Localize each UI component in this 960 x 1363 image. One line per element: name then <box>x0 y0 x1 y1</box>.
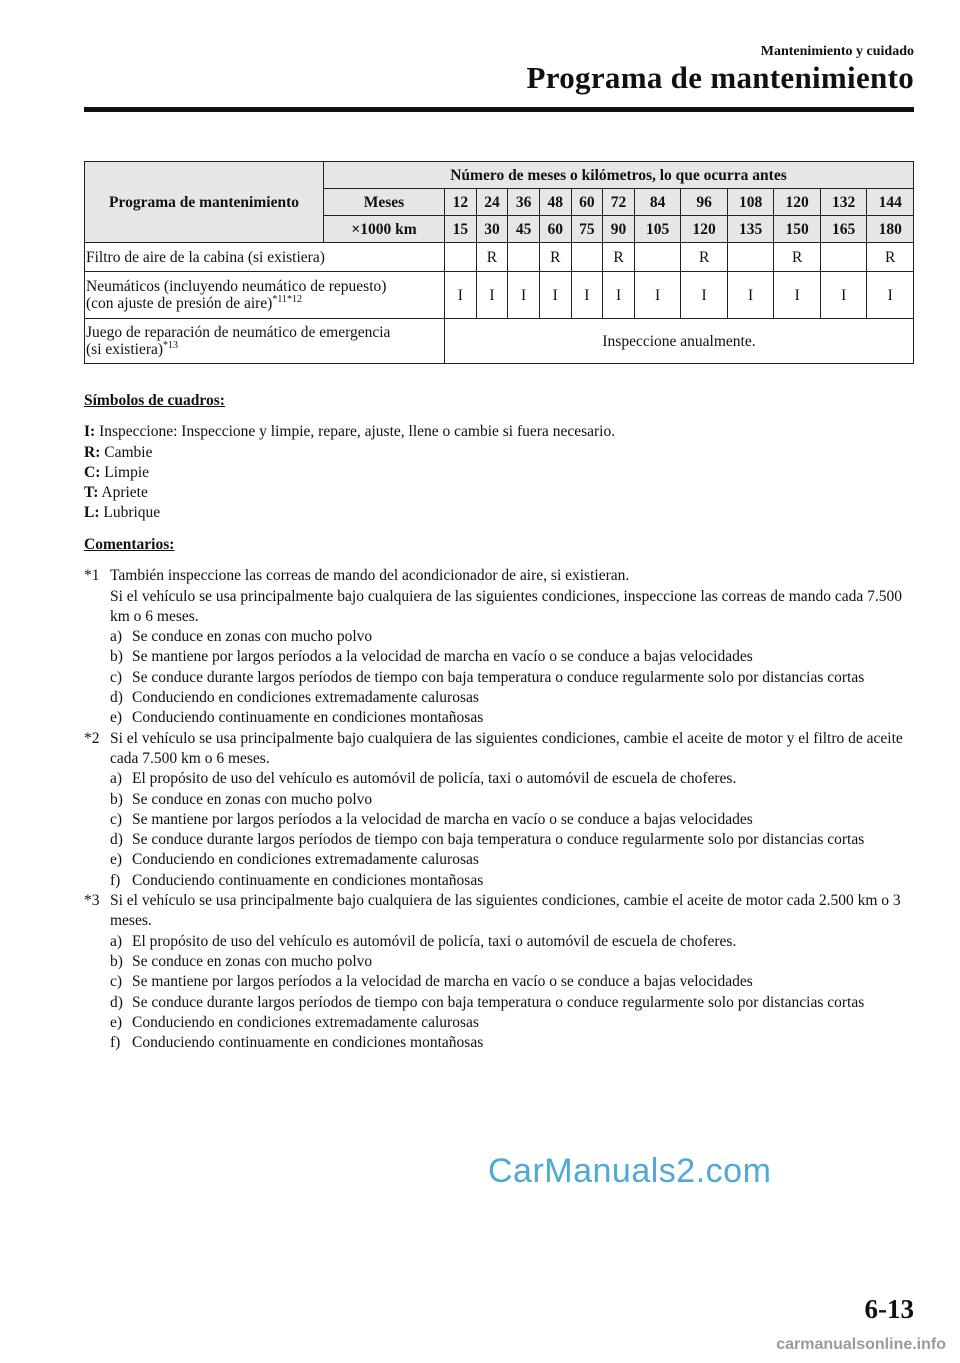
comment-note <box>84 891 924 1053</box>
legend-text: Lubrique <box>103 504 161 522</box>
table-corner-label: Programa de mantenimiento <box>85 162 324 243</box>
km-cell: 135 <box>727 216 774 243</box>
row-item-line: Neumáticos (incluyendo neumático de repuesto) <box>86 278 387 295</box>
schedule-cell: I <box>603 272 635 319</box>
table-row <box>85 319 914 364</box>
legend-text: Cambie <box>104 443 153 461</box>
month-cell: 60 <box>571 189 603 216</box>
schedule-cell: I <box>445 272 477 319</box>
legend-text: Limpie <box>104 463 150 481</box>
schedule-cell: I <box>727 272 774 319</box>
schedule-cell <box>820 243 867 272</box>
legend-key: T: <box>84 484 99 502</box>
months-label: Meses <box>324 189 445 216</box>
legend-text: Apriete <box>101 484 148 502</box>
schedule-cell <box>445 243 477 272</box>
month-cell: 24 <box>476 189 508 216</box>
comment-note <box>84 566 924 728</box>
month-cell: 36 <box>508 189 540 216</box>
schedule-cell: I <box>634 272 681 319</box>
row-item-label <box>85 272 445 319</box>
row-item-label: Filtro de aire de la cabina (si existiera) <box>85 243 445 272</box>
row-item-label <box>85 319 445 364</box>
row-item-line: Juego de reparación de neumático de emergencia <box>86 324 391 341</box>
legend-text: Inspeccione: Inspeccione y limpie, repare, ajuste, llene o cambie si fuera necesario. <box>99 423 616 441</box>
note-subitem: a) El propósito de uso del vehículo es automóvil de policía, taxi o automóvil de escuela de choferes. <box>110 932 737 950</box>
carmanuals-watermark: CarManuals2.com <box>488 1152 772 1190</box>
km-cell: 180 <box>867 216 914 243</box>
note-subitem: b) Se mantiene por largos períodos a la velocidad de marcha en vacío o se conduce a bajas velocidades <box>110 648 753 666</box>
footer-watermark: carmanualsonline.info <box>776 1336 946 1353</box>
comments-section <box>84 535 924 1053</box>
schedule-cell <box>508 243 540 272</box>
schedule-cell: I <box>508 272 540 319</box>
month-cell: 132 <box>820 189 867 216</box>
schedule-cell: I <box>571 272 603 319</box>
schedule-cell <box>727 243 774 272</box>
note-subitem: f) Conduciendo continuamente en condiciones montañosas <box>110 1034 484 1052</box>
table-span-label: Número de meses o kilómetros, lo que ocurra antes <box>324 162 914 189</box>
schedule-cell: R <box>681 243 728 272</box>
schedule-cell: R <box>476 243 508 272</box>
km-cell: 75 <box>571 216 603 243</box>
legend-item <box>84 422 924 442</box>
page-number: 6-13 <box>864 1294 914 1324</box>
note-subitem: e) Conduciendo en condiciones extremadamente calurosas <box>110 851 479 869</box>
km-cell: 105 <box>634 216 681 243</box>
row-item-line: (con ajuste de presión de aire) <box>86 295 273 312</box>
footnote-ref: *13 <box>163 339 179 351</box>
table-row <box>85 272 914 319</box>
note-mark: *2 <box>84 729 100 747</box>
schedule-cell <box>634 243 681 272</box>
note-text: También inspeccione las correas de mando del acondicionador de aire, si existieran. <box>110 567 630 585</box>
km-cell: 15 <box>445 216 477 243</box>
note-subitem: b) Se conduce en zonas con mucho polvo <box>110 790 373 808</box>
schedule-cell: I <box>681 272 728 319</box>
page-title: Programa de mantenimiento <box>526 60 914 95</box>
schedule-cell: I <box>820 272 867 319</box>
note-subitem: e) Conduciendo en condiciones extremadamente calurosas <box>110 1013 479 1031</box>
schedule-cell <box>571 243 603 272</box>
symbols-section <box>84 391 924 524</box>
note-subitem: d) Conduciendo en condiciones extremadamente calurosas <box>110 689 479 707</box>
note-mark: *1 <box>84 567 100 585</box>
km-cell: 45 <box>508 216 540 243</box>
note-subitem: f) Conduciendo continuamente en condiciones montañosas <box>110 871 484 889</box>
month-cell: 108 <box>727 189 774 216</box>
legend-item <box>84 443 924 463</box>
legend-key: C: <box>84 463 101 481</box>
legend-item <box>84 483 924 503</box>
note-subitem: c) Se mantiene por largos períodos a la velocidad de marcha en vacío o se conduce a bajas velocidades <box>110 810 753 828</box>
note-subitem: c) Se mantiene por largos períodos a la velocidad de marcha en vacío o se conduce a bajas velocidades <box>110 973 753 991</box>
schedule-span-cell: Inspeccione anualmente. <box>445 319 914 364</box>
header-section-label: Mantenimiento y cuidado <box>760 44 914 59</box>
month-cell: 12 <box>445 189 477 216</box>
schedule-cell: R <box>539 243 571 272</box>
km-cell: 150 <box>774 216 821 243</box>
note-subitem: d) Se conduce durante largos períodos de tiempo con baja temperatura o conduce regularmente solo por distancias cortas <box>110 993 865 1011</box>
legend-key: R: <box>84 443 101 461</box>
km-cell: 30 <box>476 216 508 243</box>
maintenance-schedule-table <box>84 161 914 364</box>
note-subitem: c) Se conduce durante largos períodos de tiempo con baja temperatura o conduce regularmente solo por distancias cortas <box>110 668 865 686</box>
schedule-cell: R <box>774 243 821 272</box>
month-cell: 120 <box>774 189 821 216</box>
schedule-cell: I <box>867 272 914 319</box>
note-subitem: e) Conduciendo continuamente en condiciones montañosas <box>110 709 484 727</box>
month-cell: 72 <box>603 189 635 216</box>
month-cell: 48 <box>539 189 571 216</box>
note-text: Si el vehículo se usa principalmente bajo cualquiera de las siguientes condiciones, cambie el aceite de motor y el filtro de aceite cada 7.500 km o 6 meses. <box>110 729 903 767</box>
note-subitem: d) Se conduce durante largos períodos de tiempo con baja temperatura o conduce regularmente solo por distancias cortas <box>110 831 865 849</box>
schedule-cell: I <box>539 272 571 319</box>
note-text: Si el vehículo se usa principalmente bajo cualquiera de las siguientes condiciones, inspeccione las correas de mando cada 7.500 km o 6 meses. <box>110 587 902 625</box>
legend-key: L: <box>84 504 100 522</box>
schedule-cell: I <box>476 272 508 319</box>
km-cell: 90 <box>603 216 635 243</box>
note-subitem: a) Se conduce en zonas con mucho polvo <box>110 628 373 646</box>
month-cell: 144 <box>867 189 914 216</box>
header-rule <box>84 107 914 112</box>
note-mark: *3 <box>84 892 100 910</box>
table-row <box>85 243 914 272</box>
legend-item <box>84 503 924 523</box>
note-text: Si el vehículo se usa principalmente bajo cualquiera de las siguientes condiciones, cambie el aceite de motor cada 2.500 km o 3 meses. <box>110 892 901 930</box>
comment-note <box>84 729 924 891</box>
schedule-cell: R <box>867 243 914 272</box>
month-cell: 96 <box>681 189 728 216</box>
note-subitem: a) El propósito de uso del vehículo es automóvil de policía, taxi o automóvil de escuela de choferes. <box>110 770 737 788</box>
km-cell: 60 <box>539 216 571 243</box>
schedule-cell: I <box>774 272 821 319</box>
row-item-line: (si existiera) <box>86 341 164 358</box>
schedule-cell: R <box>603 243 635 272</box>
comments-title: Comentarios: <box>84 536 175 553</box>
month-cell: 84 <box>634 189 681 216</box>
symbols-title: Símbolos de cuadros: <box>84 392 225 409</box>
km-label: ×1000 km <box>324 216 445 243</box>
km-cell: 165 <box>820 216 867 243</box>
note-subitem: b) Se conduce en zonas con mucho polvo <box>110 952 373 970</box>
legend-key: I: <box>84 423 96 441</box>
legend-item <box>84 463 924 483</box>
km-cell: 120 <box>681 216 728 243</box>
footnote-ref: *11*12 <box>272 293 302 305</box>
